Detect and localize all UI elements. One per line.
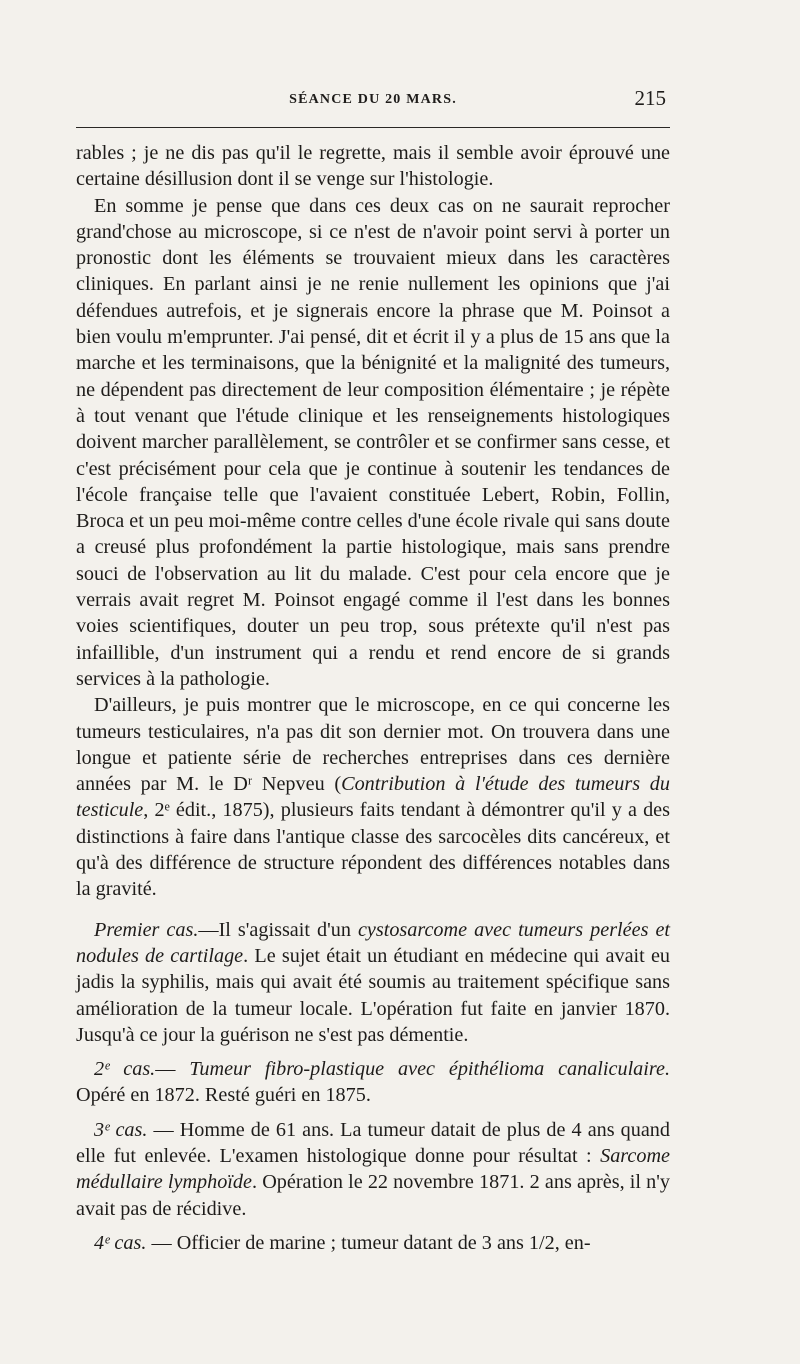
case-2-heading: 2ᵉ cas. — [94, 1058, 156, 1081]
case-1-heading: Premier cas. — [94, 918, 199, 941]
paragraph-continuation: rables ; je ne dis pas qu'il le regrette, mais il semble avoir éprouvé une certaine désillusion dont il se venge sur l'histologie. — [76, 142, 670, 191]
case-1-text-end: . Le sujet était un étudiant en médecine qui avait eu jadis la syphilis, mais qui avait été soumis au traitement spécifique sans amélioration de la tumeur locale. L'opération fut faite en janvier 1870. Jusqu'à ce jour la guérison ne s'est pas démentie. — [76, 944, 670, 1046]
case-3-text-end: . Opération le 22 novembre 1871. 2 ans après, il n'y avait pas de récidive. — [76, 1171, 670, 1220]
case-3 — [76, 1117, 670, 1222]
paragraph-nepveu — [76, 692, 670, 902]
running-title: SÉANCE DU 20 MARS. — [289, 92, 457, 107]
case-4 — [76, 1230, 670, 1256]
nepveu-text-end: , 2ᵉ édit., 1875), plusieurs faits tendant à démontrer qu'il y a des distinctions à faire dans l'antique classe des sarcocèles dits cancéreux, et qu'à des différence de structure répondent des différences notables dans la gravité. — [76, 799, 670, 901]
body-text — [76, 140, 670, 1256]
nepveu-work-title: Contribution à l'étude des tumeurs du testicule — [76, 773, 670, 822]
case-2 — [76, 1056, 670, 1109]
case-2-dash: — — [155, 1058, 190, 1081]
case-1-diagnosis: cystosarcome avec tumeurs perlées et nodules de cartilage — [76, 918, 671, 967]
page-number: 215 — [634, 86, 666, 110]
case-3-heading: 3ᵉ cas. — [94, 1118, 148, 1141]
running-header — [76, 86, 670, 116]
nepveu-text-start: D'ailleurs, je puis montrer que le microscope, en ce qui concerne les tumeurs testiculaires, n'a pas dit son dernier mot. On trouvera dans une longue et patiente série de recherches entreprises dans ces dernière années par M. le Dʳ Nepveu ( — [76, 694, 670, 796]
case-2-diagnosis: Tumeur fibro-plastique avec épithélioma canaliculaire. — [189, 1058, 671, 1081]
paragraph-microscope: En somme je pense que dans ces deux cas on ne saurait reprocher grand'chose au microscope, si ce n'est de n'avoir point servi à porter un pronostic dont les éléments se trouvaient mieux dans les caractères cliniques. En parlant ainsi je ne renie nullement les opinions que j'ai défendues autrefois, et je signerais encore la phrase que M. Poinsot a bien voulu m'emprunter. J'ai pensé, dit et écrit il y a plus de 15 ans que la marche et les terminaisons, que la bénignité et la malignité des tumeurs, ne dépendent pas directement de leur composition élémentaire ; je répète à tout venant que l'étude clinique et les renseignements histologiques doivent marcher parallèlement, se contrôler et se confirmer sans cesse, et c'est précisément pour cela que je continue à soutenir les tendances de l'école française telle que l'avaient constituée Lebert, Robin, Follin, Broca et un peu moi-même contre celles d'une école rivale qui sans doute a creusé plus profondément la partie histologique, mais sans prendre souci de l'observation au lit du malade. C'est pour cela encore que je verrais avait regret M. Poinsot engagé comme il l'est dans les bonnes voies scientifiques, douter un peu trop, sous prétexte qu'il n'est pas infaillible, d'un instrument qui a rendu et rend encore de si grands services à la pathologie. — [76, 194, 670, 690]
case-1-text-start: —Il s'agissait d'un — [198, 918, 358, 941]
case-4-text: — Officier de marine ; tumeur datant de 3 ans 1/2, en- — [146, 1231, 591, 1254]
case-4-heading: 4ᵉ cas. — [94, 1231, 147, 1254]
case-3-diagnosis: Sarcome médullaire lymphoïde — [76, 1144, 670, 1194]
header-rule — [76, 127, 670, 128]
case-1 — [76, 917, 670, 1048]
case-2-text: Opéré en 1872. Resté guéri en 1875. — [76, 1084, 371, 1107]
case-3-text-start: — Homme de 61 ans. La tumeur datait de plus de 4 ans quand elle fut enlevée. L'examen histologique donne pour résultat : — [76, 1118, 670, 1167]
